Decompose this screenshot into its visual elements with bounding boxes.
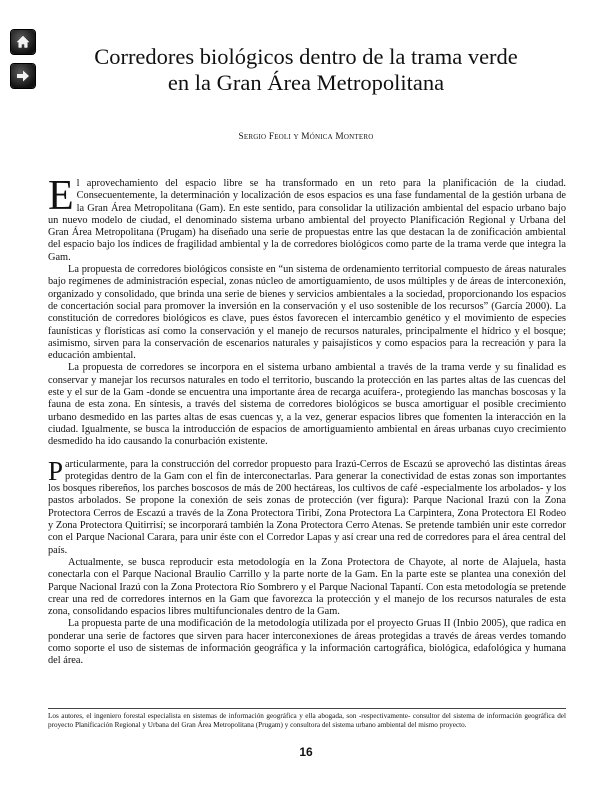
authors-byline: Sergio Feoli y Mónica Montero bbox=[238, 132, 374, 142]
paragraph-6: La propuesta parte de una modificación de la metodología utilizada por el proyecto Gruas II (Inbio 2005), que radica en ponderar una serie de factores que sirven para hacer interconexiones de áreas protegidas a través de áreas verdes tomando como soporte el uso de sistemas de información geográfica y la información cartográfica, biológica, edafológica y humana del área. bbox=[48, 618, 566, 667]
drop-cap: E bbox=[48, 173, 74, 219]
page-number: 16 bbox=[299, 745, 313, 759]
article-body bbox=[48, 173, 566, 668]
title-line-2: en la Gran Área Metropolitana bbox=[167, 70, 445, 95]
paragraph-4: Particularmente, para la construcción del corredor propuesto para Irazú-Cerros de Escazú se aprovechó las distintas áreas protegidas dentro de la Gam con el fin de interconectarlas. Para generar la conectividad de estas zonas son importantes los bosques ribereños, los parches boscosos de más de 200 hectáreas, los cultivos de café -especialmente los arbolados- y los pastos arbolados. Se propone la conexión de seis zonas de protección (ver figura): Parque Nacional Irazú con la Zona Protectora Cerros de Escazú a través de la Zona Protectora Tiribí, Zona Protectora La Carpintera, Zona Protectora El Rodeo y Zona Protectora Quitirrisí; se incorporará también la Zona Protectora Cerro Atenas. Se pretende también unir este corredor con el Parque Nacional Carara, para unir éste con el Corredor Lapas y así crear una red de corredores para el área central del país. bbox=[48, 455, 566, 556]
paragraph-1: El aprovechamiento del espacio libre se ha transformado en un reto para la planificación de la ciudad. Consecuentemente, la determinación y localización de esos espacios es una fase fundamental de la gestión urbana de la Gran Área Metropolitana (Gam). En este sentido, para consolidar la utilización ambiental del espacio urbano bajo un nuevo modelo de ciudad, el denominado sistema urbano ambiental del proyecto Planificación Regional y Urbana del Gran Área Metropolitana (Prugam) ha diseñado una serie de propuestas entre las que destacan la de zonificación ambiental del espacio bajo los índices de fragilidad ambiental y la de corredores biológicos como parte de la trama verde que integra la Gam. bbox=[48, 173, 566, 263]
paragraph-3: La propuesta de corredores se incorpora en el sistema urbano ambiental a través de la trama verde y su finalidad es conservar y manejar los recursos naturales en todo el territorio, buscando la protección en las partes altas de las cuencas del este y el sur de la Gam -donde se encuentra una importante área de recarga acuífera-, protegiendo las manchas boscosas y la fauna de esta zona. En síntesis, a través del sistema de corredores biológicos se busca amortiguar el posible crecimiento urbano desmedido en las partes altas de esas cuencas y, a la vez, generar espacios libres que fomenten la interacción en la ciudad. Igualmente, se busca la introducción de espacios de amortiguamiento ambiental en áreas urbanas cuyo crecimiento desmedido ha ido causando la conurbación existente. bbox=[48, 362, 566, 448]
page-title bbox=[0, 44, 612, 96]
title-line-1: Corredores biológicos dentro de la trama verde bbox=[94, 44, 518, 69]
footnote-divider bbox=[48, 708, 566, 709]
paragraph-2: La propuesta de corredores biológicos consiste en “un sistema de ordenamiento territorial compuesto de áreas naturales bajo regímenes de administración especial, zonas núcleo de amortiguamiento, de usos múltiples y de áreas de interconexión, organizado y consolidado, que brinda una serie de bienes y servicios ambientales a la sociedad, proporcionando los espacios de concertación social para promover la inversión en la conservación y el uso sostenible de los recursos” (García 2000). La constitución de corredores biológicos es clave, pues éstos favorecen el intercambio genético y el movimiento de especies faunísticas y florísticas así como la conservación y el manejo de recursos naturales, principalmente el hídrico y el bosque; asimismo, sirven para la conservación de escenarios naturales y paisajísticos y como espacios para la recreación y para la educación ambiental. bbox=[48, 264, 566, 362]
drop-cap: P bbox=[48, 455, 64, 486]
paragraph-5: Actualmente, se busca reproducir esta metodología en la Zona Protectora de Chayote, al norte de Alajuela, hasta conectarla con el Parque Nacional Braulio Carrillo y la parte norte de la Gam. En la parte este se plantea una conexión del Parque Nacional Irazú con la Zona Protectora Río Sombrero y el Parque Nacional Tapantí. Con esta metodología se pretende crear una red de corredores internos en la Gam que favorezca la protección y el manejo de los recursos naturales de esta zona, consolidando espacios libres multifuncionales dentro de la Gam. bbox=[48, 556, 566, 618]
footnote: Los autores, el ingeniero forestal especialista en sistemas de información geográfica y ella abogada, son -respectivamente- consultor del sistema de información geográfica del proyecto Planificación Regional y Urbana del Gran Área Metropolitana (Prugam) y consultora del sistema urbano ambiental del mismo proyecto. bbox=[48, 712, 566, 729]
